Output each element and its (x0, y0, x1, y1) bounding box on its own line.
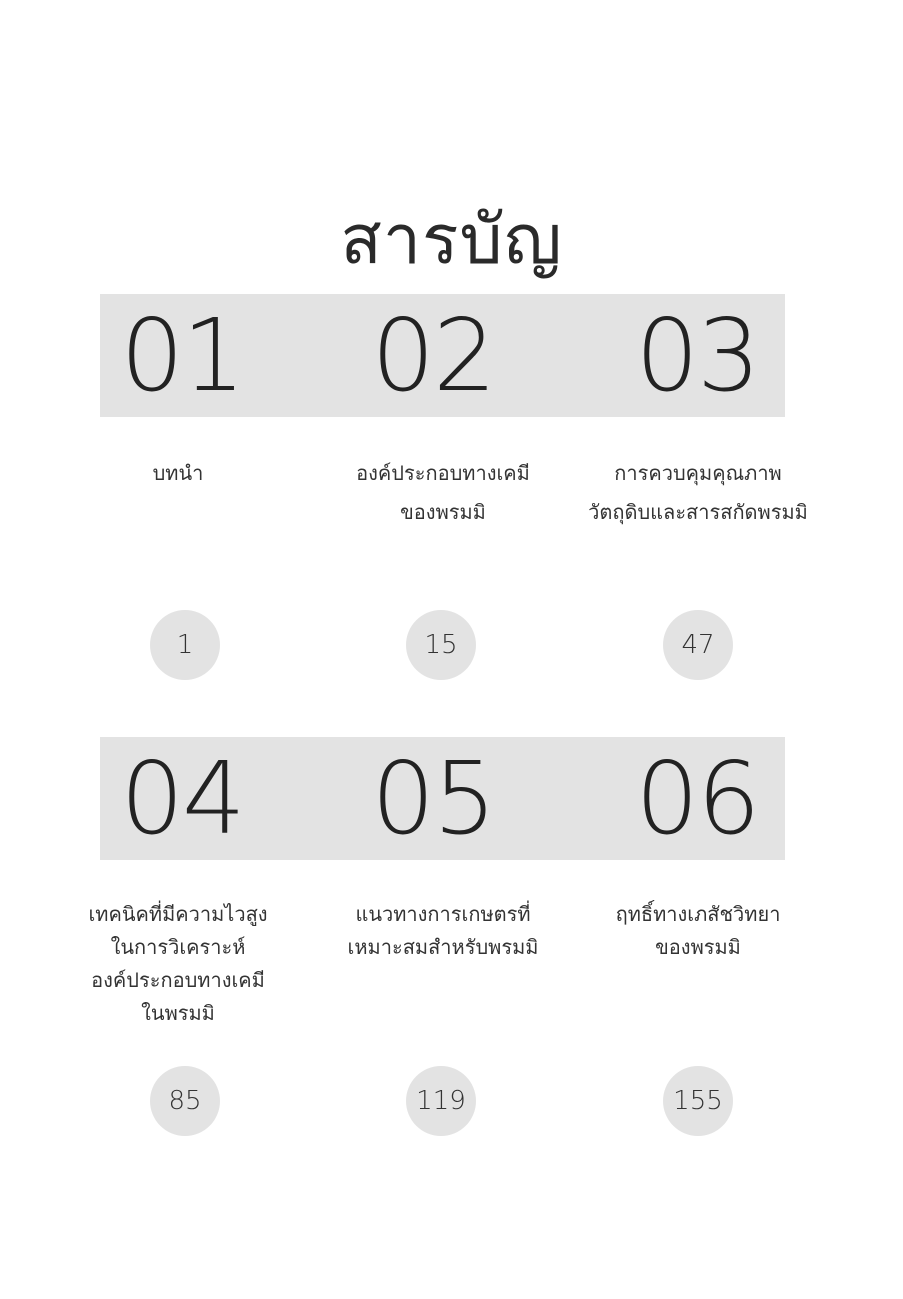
chapter-title-5[interactable] (323, 898, 563, 964)
chapter-title-line: ของพรมมิ (655, 935, 741, 959)
chapter-number-1: 01 (120, 297, 244, 414)
page-number-badge-1[interactable]: 1 (150, 610, 220, 680)
page-number-badge-3[interactable]: 47 (663, 610, 733, 680)
chapter-title-1[interactable] (58, 454, 298, 493)
chapter-number-2: 02 (371, 297, 495, 414)
chapter-title-2[interactable] (323, 454, 563, 532)
chapter-title-line: ของพรมมิ (400, 500, 486, 524)
chapter-title-line: ในพรมมิ (141, 1001, 215, 1025)
chapter-title-line: ฤทธิ์ทางเภสัชวิทยา (615, 902, 781, 926)
page-number-badge-6[interactable]: 155 (663, 1066, 733, 1136)
chapter-title-line: ในการวิเคราะห์ (110, 935, 246, 959)
chapter-title-3[interactable] (578, 454, 818, 532)
chapter-title-line: เหมาะสมสำหรับพรมมิ (347, 935, 539, 959)
chapter-number-3: 03 (635, 297, 759, 414)
chapter-title-line: เทคนิคที่มีความไวสูง (88, 902, 268, 926)
page-title: สารบัญ (340, 201, 563, 280)
chapter-title-6[interactable] (578, 898, 818, 964)
chapter-number-5: 05 (371, 740, 495, 857)
chapter-title-line: วัตถุดิบและสารสกัดพรมมิ (588, 500, 808, 524)
chapter-number-band-row-2 (100, 737, 785, 860)
chapter-number-6: 06 (635, 740, 759, 857)
page-number-badge-5[interactable]: 119 (406, 1066, 476, 1136)
chapter-title-line: องค์ประกอบทางเคมี (91, 968, 265, 992)
chapter-title-line: องค์ประกอบทางเคมี (356, 461, 530, 485)
chapter-title-line: การควบคุมคุณภาพ (614, 461, 782, 485)
page-number-badge-4[interactable]: 85 (150, 1066, 220, 1136)
chapter-title-line: บทนำ (152, 461, 204, 485)
chapter-number-band-row-1 (100, 294, 785, 417)
chapter-title-line: แนวทางการเกษตรที่ (355, 902, 531, 926)
chapter-title-4[interactable] (58, 898, 298, 1030)
chapter-number-4: 04 (120, 740, 244, 857)
page-number-badge-2[interactable]: 15 (406, 610, 476, 680)
